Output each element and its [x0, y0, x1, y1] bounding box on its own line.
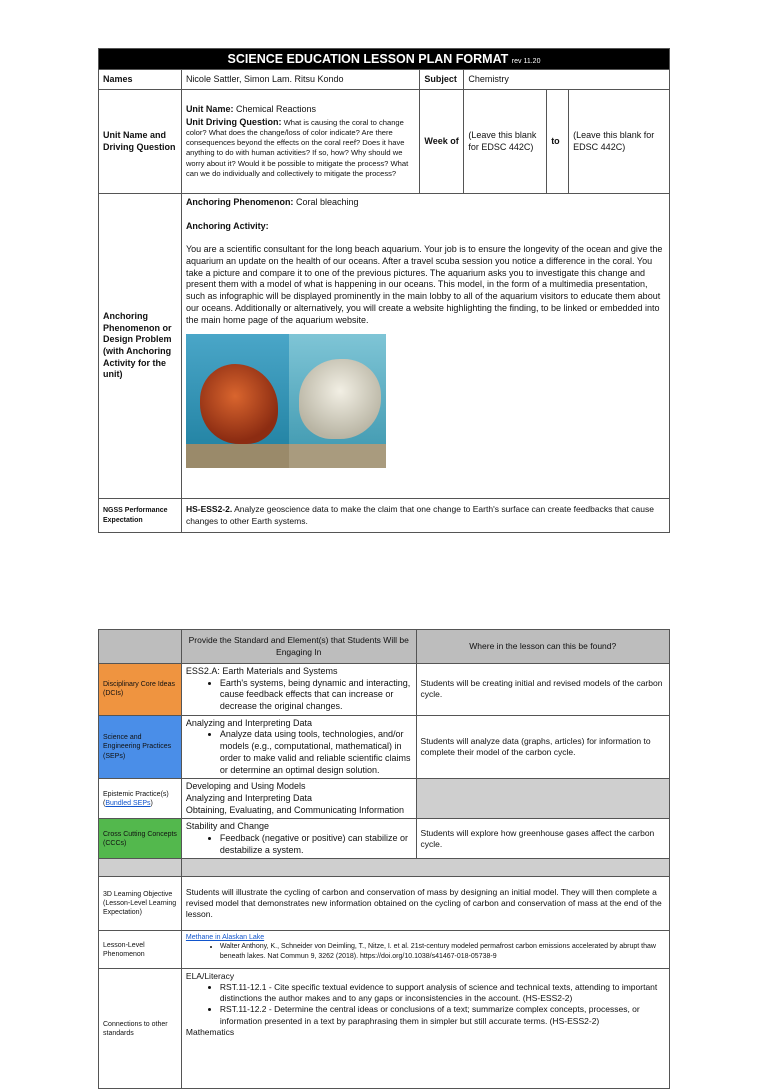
- week-value: (Leave this blank for EDSC 442C): [464, 90, 547, 194]
- dci-label: Disciplinary Core Ideas (DCIs): [99, 664, 182, 716]
- dci-title: ESS2.A: Earth Materials and Systems: [185, 666, 338, 676]
- week-label: Week of: [420, 90, 464, 194]
- ccc-label: Cross Cutting Concepts (CCCs): [99, 819, 182, 859]
- subject-label: Subject: [420, 70, 464, 90]
- unit-name-label: Unit Name:: [185, 103, 234, 114]
- ela-heading: ELA/Literacy: [185, 971, 235, 982]
- healthy-coral-image: [186, 334, 289, 468]
- ccc-bullet: • Feedback (negative or positive) can stabilize or destabilize a system.: [220, 833, 412, 856]
- epistemic-where: [416, 779, 669, 819]
- standard-header: Provide the Standard and Element(s) that Students Will be Engaging In: [181, 630, 416, 664]
- epistemic-label: [99, 779, 182, 819]
- spacer-row-label: [99, 859, 182, 877]
- standards-table: [98, 629, 670, 1089]
- connections-cell: [181, 969, 669, 1089]
- bleached-coral-image: [289, 334, 386, 468]
- to-value: (Leave this blank for EDSC 442C): [569, 90, 670, 194]
- rst-1-bullet: • RST.11-12.1 - Cite specific textual evidence to support analysis of science and technical texts, attending to important distinctions the author makes and to any gaps or inconsistencies in the account. (HS-ESS2-2): [220, 982, 665, 1004]
- bundled-seps-link[interactable]: Bundled SEPs: [105, 799, 151, 807]
- ngss-cell: [181, 499, 669, 533]
- epistemic-label-suffix: ): [150, 799, 153, 807]
- objective-label: 3D Learning Objective (Lesson-Level Learning Expectation): [99, 877, 182, 931]
- dci-where: Students will be creating initial and revised models of the carbon cycle.: [416, 664, 669, 716]
- sep-where: Students will analyze data (graphs, articles) for information to complete their model of the carbon cycle.: [416, 715, 669, 778]
- driving-question-label: Unit Driving Question:: [185, 116, 282, 127]
- connections-label: Connections to other standards: [99, 969, 182, 1089]
- page-title: [99, 49, 670, 70]
- title-text: SCIENCE EDUCATION LESSON PLAN FORMAT: [227, 51, 509, 66]
- ngss-code: HS-ESS2-2.: [185, 504, 233, 515]
- sep-label: Science and Engineering Practices (SEPs): [99, 715, 182, 778]
- driving-question-value: What is causing the coral to change color? What does the change/loss of color indicate? Are there consequences beyond the effects on the coral reef? Does it have anything to do with human activities? If so, how? Why should we worry about it? Would it be possible to mitigate the process? What can we do individually and collectively to mitigate the process?: [185, 117, 409, 178]
- dci-cell: [181, 664, 416, 716]
- revision-label: rev 11.20: [511, 57, 541, 65]
- epistemic-line-1: Developing and Using Models: [185, 781, 306, 792]
- unit-cell: [181, 90, 419, 194]
- ccc-where: Students will explore how greenhouse gases affect the carbon cycle.: [416, 819, 669, 859]
- where-header: Where in the lesson can this be found?: [416, 630, 669, 664]
- rst-2-bullet: • RST.11-12.2 - Determine the central ideas or conclusions of a text; summarize complex concepts, processes, or information presented in a text by paraphrasing them in simpler but still accurate terms. (HS-ESS2-2): [220, 1004, 665, 1026]
- ccc-title: Stability and Change: [185, 821, 269, 832]
- subject-value: Chemistry: [464, 70, 670, 90]
- phenomenon-value: Coral bleaching: [295, 197, 359, 207]
- math-heading: Mathematics: [185, 1026, 235, 1037]
- coral-comparison-image: [186, 334, 386, 468]
- sep-title: Analyzing and Interpreting Data: [185, 717, 312, 728]
- lesson-phenomenon-cell: [181, 931, 669, 969]
- epistemic-label-text: Epistemic Practice(s) (: [103, 790, 169, 807]
- unit-name-value: Chemical Reactions: [235, 103, 317, 114]
- anchoring-label: Anchoring Phenomenon or Design Problem (with Anchoring Activity for the unit): [99, 194, 182, 499]
- activity-text: You are a scientific consultant for the long beach aquarium. Your job is to ensure the longevity of the ocean and give the aquarium an update on the health of our oceans. After a travel scuba session you notice a difference in the coral. You take a picture and compare it to one of the previous pictures. The aquarium asks you to investigate this change and present them with a model of what is happening in our oceans. This model, in the form of a multimedia presentation, such as infographic will be displayed prominently in the main lobby to all of the aquarium visitors to educate them about our oceans. Additionally or alternatively, you will create a website highlighting the finding, to be linked or embedded into the main home page of the aquarium website.: [185, 244, 663, 325]
- lesson-phenomenon-label: Lesson-Level Phenomenon: [99, 931, 182, 969]
- ccc-cell: [181, 819, 416, 859]
- blank-header: [99, 630, 182, 664]
- epistemic-line-3: Obtaining, Evaluating, and Communicating Information: [185, 804, 405, 815]
- phenomenon-label: Anchoring Phenomenon:: [185, 197, 294, 207]
- dci-bullet: • Earth's systems, being dynamic and interacting, cause feedback effects that can increase or decrease the original changes.: [220, 678, 412, 713]
- activity-label: Anchoring Activity:: [185, 220, 269, 231]
- epistemic-cell: [181, 779, 416, 819]
- objective-text: Students will illustrate the cycling of carbon and conservation of mass by designing an initial model. They will then complete a revised model that demonstrates new information obtained on the cycling of carbon and conservation of mass at the end of the lesson.: [181, 877, 669, 931]
- spacer-row: [181, 859, 669, 877]
- unit-label: Unit Name and Driving Question: [99, 90, 182, 194]
- citation-bullet: • Walter Anthony, K., Schneider von Deimling, T., Nitze, I. et al. 21st-century modeled permafrost carbon emissions accelerated by abrupt thaw beneath lakes. Nat Commun 9, 3262 (2018). https://doi.org/10.1038/s41467-018-05738-9: [220, 942, 665, 960]
- to-label: to: [547, 90, 569, 194]
- ngss-label: NGSS Performance Expectation: [99, 499, 182, 533]
- epistemic-line-2: Analyzing and Interpreting Data: [185, 792, 312, 803]
- names-value: Nicole Sattler, Simon Lam. Ritsu Kondo: [181, 70, 419, 90]
- sep-bullet: • Analyze data using tools, technologies, and/or models (e.g., computational, mathematical) in order to make valid and reliable scientific claims or determine an optimal design solution.: [220, 729, 412, 776]
- methane-article-link[interactable]: Methane in Alaskan Lake: [185, 934, 265, 942]
- sep-cell: [181, 715, 416, 778]
- lesson-plan-table: [98, 48, 670, 533]
- names-label: Names: [99, 70, 182, 90]
- ngss-text: Analyze geoscience data to make the claim that one change to Earth's surface can create feedbacks that cause changes to other Earth systems.: [185, 504, 654, 526]
- anchoring-cell: [181, 194, 669, 499]
